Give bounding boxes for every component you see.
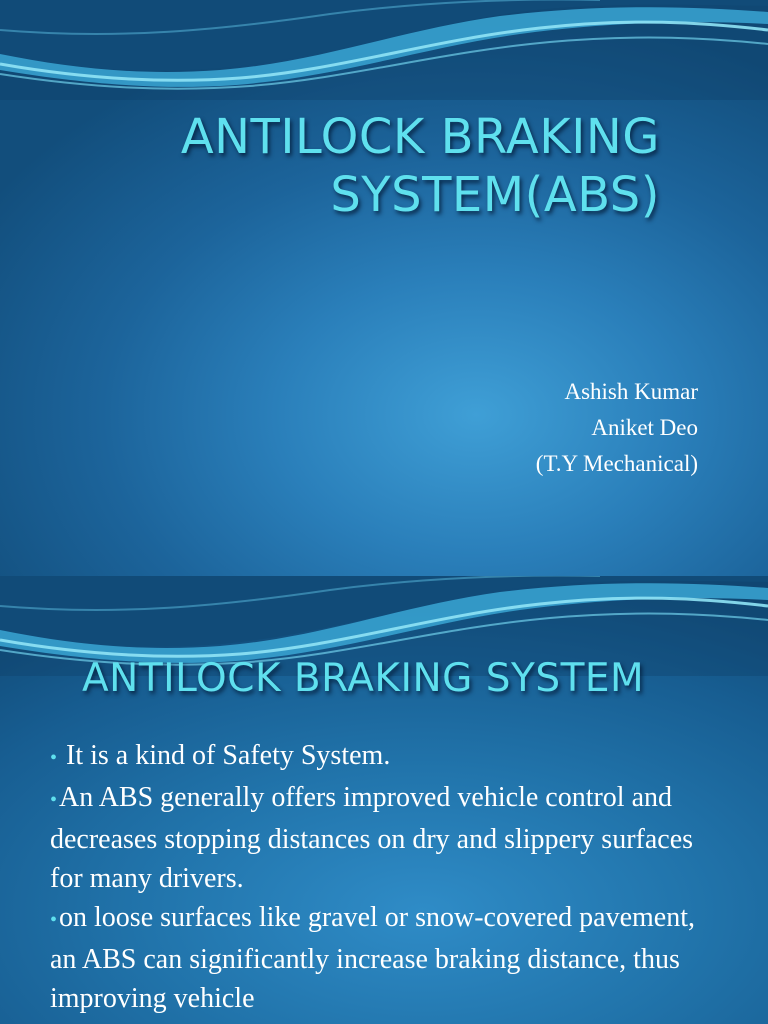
author-block	[536, 374, 698, 482]
author-affiliation: (T.Y Mechanical)	[535, 451, 698, 476]
slide-title	[20, 108, 660, 224]
bullet-item	[50, 736, 710, 778]
bullet-item	[50, 898, 710, 1018]
bullet-item	[50, 778, 710, 898]
bullet-list	[50, 736, 710, 1018]
bullet-icon: •	[50, 789, 58, 811]
bullet-text: An ABS generally offers improved vehicle control and decreases stopping distances on dry and slippery surfaces for many drivers.	[50, 782, 694, 894]
bullet-text: on loose surfaces like gravel or snow-covered pavement, an ABS can significantly increase braking distance, thus improving vehicle	[50, 902, 696, 1014]
slide-title: ANTILOCK BRAKING SYSTEM	[82, 656, 645, 701]
bullet-text: It is a kind of Safety System.	[59, 740, 391, 771]
author-name: Ashish Kumar	[564, 379, 698, 404]
content-slide	[0, 576, 768, 1024]
bullet-icon: •	[50, 747, 58, 769]
wave-decoration	[0, 0, 768, 100]
title-line-2: SYSTEM(ABS)	[330, 167, 660, 223]
title-line-1: ANTILOCK BRAKING	[180, 109, 660, 165]
bullet-icon: •	[50, 909, 58, 931]
author-name: Aniket Deo	[591, 415, 698, 440]
